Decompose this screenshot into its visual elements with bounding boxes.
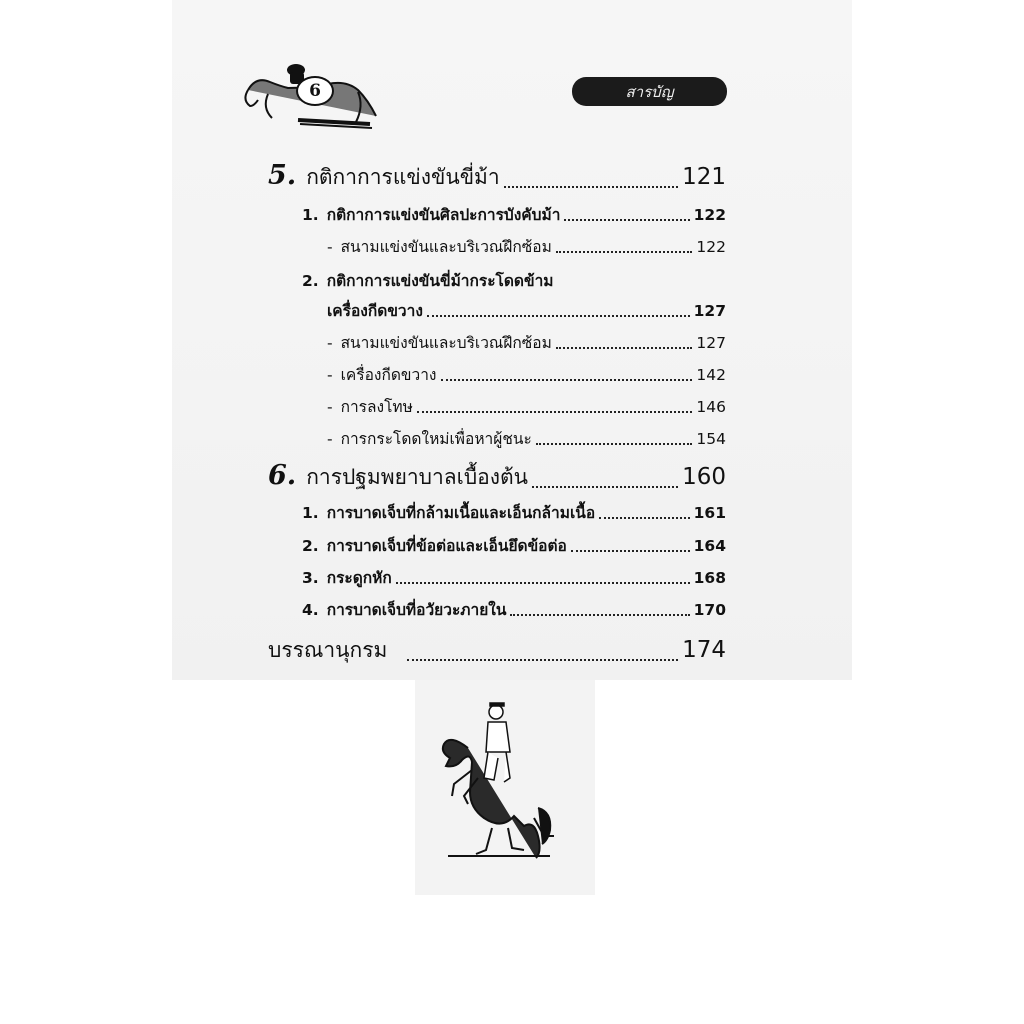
toc-item-continued[interactable] (327, 298, 726, 323)
item-title: การบาดเจ็บที่อวัยวะภายใน (326, 601, 507, 619)
item-number: 2. (302, 272, 319, 290)
page-ref: 164 (693, 537, 726, 555)
dot-leader (427, 315, 690, 317)
dot-leader (556, 347, 693, 349)
dot-leader (536, 443, 693, 445)
dot-leader (504, 186, 678, 188)
bullet-dash: - (327, 398, 333, 416)
toc-subitem[interactable] (327, 362, 726, 387)
dot-leader (441, 379, 693, 381)
item-title: การบาดเจ็บที่ข้อต่อและเอ็นยึดข้อต่อ (326, 537, 567, 555)
item-number: 1. (302, 206, 319, 224)
subitem-title: การกระโดดใหม่เพื่อหาผู้ชนะ (340, 430, 532, 448)
toc-subitem[interactable] (327, 234, 726, 259)
item-title: กติกาการแข่งขันศิลปะการบังคับม้า (326, 206, 561, 224)
dot-leader (417, 411, 693, 413)
dot-leader (564, 219, 689, 221)
item-title: กระดูกหัก (326, 569, 392, 587)
chapter-title: กติกาการแข่งขันขี่ม้า (306, 165, 500, 189)
dot-leader (532, 486, 678, 488)
dot-leader (407, 659, 678, 661)
page-ref: 160 (682, 464, 726, 490)
item-title-continued: เครื่องกีดขวาง (327, 302, 423, 320)
bullet-dash: - (327, 366, 333, 384)
dot-leader (510, 614, 689, 616)
toc-item[interactable] (302, 500, 726, 525)
item-number: 3. (302, 569, 319, 587)
toc-chapter-6[interactable] (268, 460, 726, 494)
section-title-tab: สารบัญ (572, 77, 727, 106)
page-ref: 122 (693, 206, 726, 224)
item-number: 1. (302, 504, 319, 522)
dot-leader (556, 251, 693, 253)
page-ref: 161 (693, 504, 726, 522)
toc-item[interactable] (302, 597, 726, 622)
dot-leader (571, 550, 690, 552)
page-ref: 146 (696, 398, 726, 416)
dot-leader (599, 517, 689, 519)
chapter-number: 6. (268, 460, 297, 491)
subitem-title: สนามแข่งขันและบริเวณฝึกซ้อม (340, 334, 552, 352)
page-ref: 121 (682, 164, 726, 190)
chapter-title: การปฐมพยาบาลเบื้องต้น (306, 465, 529, 489)
toc-subitem[interactable] (327, 426, 726, 451)
toc-subitem[interactable] (327, 394, 726, 419)
item-title: การบาดเจ็บที่กล้ามเนื้อและเอ็นกล้ามเนื้อ (326, 504, 596, 522)
item-title: กติกาการแข่งขันขี่ม้ากระโดดข้าม (326, 272, 554, 290)
toc-item[interactable] (302, 202, 726, 227)
item-number: 4. (302, 601, 319, 619)
subitem-title: เครื่องกีดขวาง (340, 366, 437, 384)
item-number: 2. (302, 537, 319, 555)
page-ref: 122 (696, 238, 726, 256)
rearing-horse-illustration (438, 700, 558, 865)
bullet-dash: - (327, 238, 333, 256)
toc-chapter-5[interactable] (268, 160, 726, 194)
toc-item[interactable] (302, 533, 726, 558)
page-ref: 127 (693, 302, 726, 320)
page-number-badge: 6 (296, 76, 334, 106)
subitem-title: การลงโทษ (340, 398, 413, 416)
page-ref: 127 (696, 334, 726, 352)
toc-item[interactable] (302, 268, 726, 293)
page-ref: 170 (693, 601, 726, 619)
toc-bibliography[interactable] (268, 634, 726, 667)
bibliography-title: บรรณานุกรม (268, 638, 388, 662)
toc-item[interactable] (302, 565, 726, 590)
page-ref: 142 (696, 366, 726, 384)
bullet-dash: - (327, 430, 333, 448)
subitem-title: สนามแข่งขันและบริเวณฝึกซ้อม (340, 238, 552, 256)
chapter-number: 5. (268, 160, 297, 191)
toc-subitem[interactable] (327, 330, 726, 355)
dot-leader (396, 582, 690, 584)
page-ref: 168 (693, 569, 726, 587)
page-ref: 154 (696, 430, 726, 448)
page-ref: 174 (682, 637, 726, 663)
bullet-dash: - (327, 334, 333, 352)
